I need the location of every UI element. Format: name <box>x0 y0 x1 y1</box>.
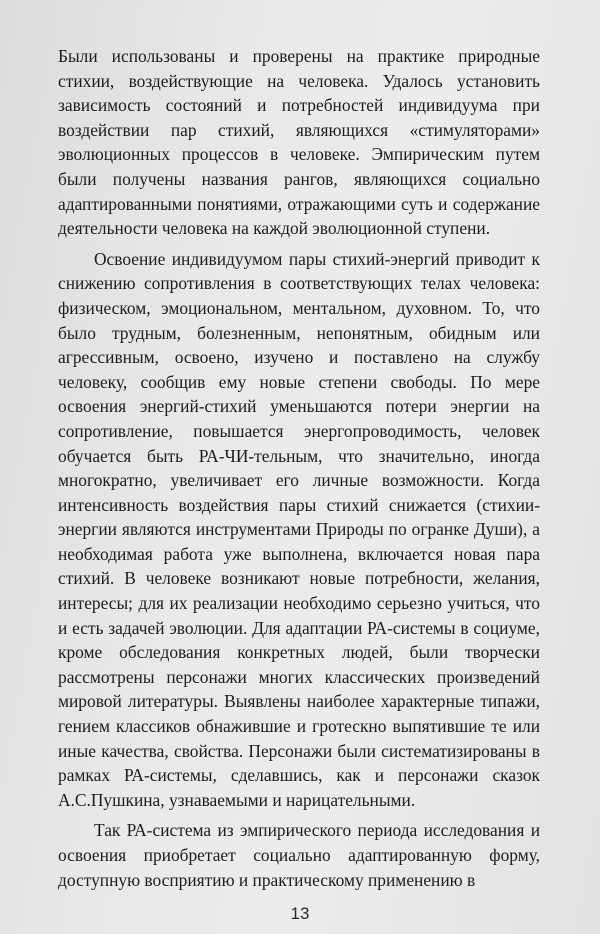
paragraph-1: Были использованы и проверены на практике природные стихии, воздействующие на человека. Удалось установить зависимость состояний и потребностей индивидуума при воздействии пар стихий, являющихся «стимуляторами» эволюционных процессов в человеке. Эмпирическим путем были получены названия рангов, являющихся социально адаптированными понятиями, отражающими суть и содержание деятельности человека на каждой эволюционной ступени. <box>58 46 540 239</box>
paragraph-3: Так РА-система из эмпирического периода исследования и освоения приобретает социально адаптированную форму, доступную восприятию и практическому применению в <box>58 820 540 890</box>
page-number: 13 <box>290 904 310 923</box>
paragraph-2: Освоение индивидуумом пары стихий-энергий приводит к снижению сопротивления в соответствующих телах человека: физическом, эмоциональном, ментальном, духовном. То, что было трудным, болезненным, непонятным, обидным или агрессивным, освоено, изучено и поставлено на службу человеку, сообщив ему новые степени свободы. По мере освоения энергий-стихий уменьшаются потери энергии на сопротивление, повышается энергопроводимость, человек обучается быть РА-ЧИ-тельным, что значительно, иногда многократно, увеличивает его личные возможности. Когда интенсивность воздействия пары стихий снижается (стихии-энергии являются инструментами Природы по огранке Души), а необходимая работа уже выполнена, включается новая пара стихий. В человеке возникают новые потребности, желания, интересы; для их реализации необходимо серьезно учиться, что и есть задачей эволюции. Для адаптации РА-системы в социуме, кроме обследования конкретных людей, были творчески рассмотрены персонажи многих классических произведений мировой литературы. Выявлены наиболее характерные типажи, гением классиков обнажившие и гротескно выпятившие те или иные качества, свойства. Персонажи были систематизированы в рамках РА-системы, сделавшись, как и персонажи сказок А.С.Пушкина, узнаваемыми и нарицательными. <box>58 248 540 810</box>
body-text <box>58 44 540 898</box>
